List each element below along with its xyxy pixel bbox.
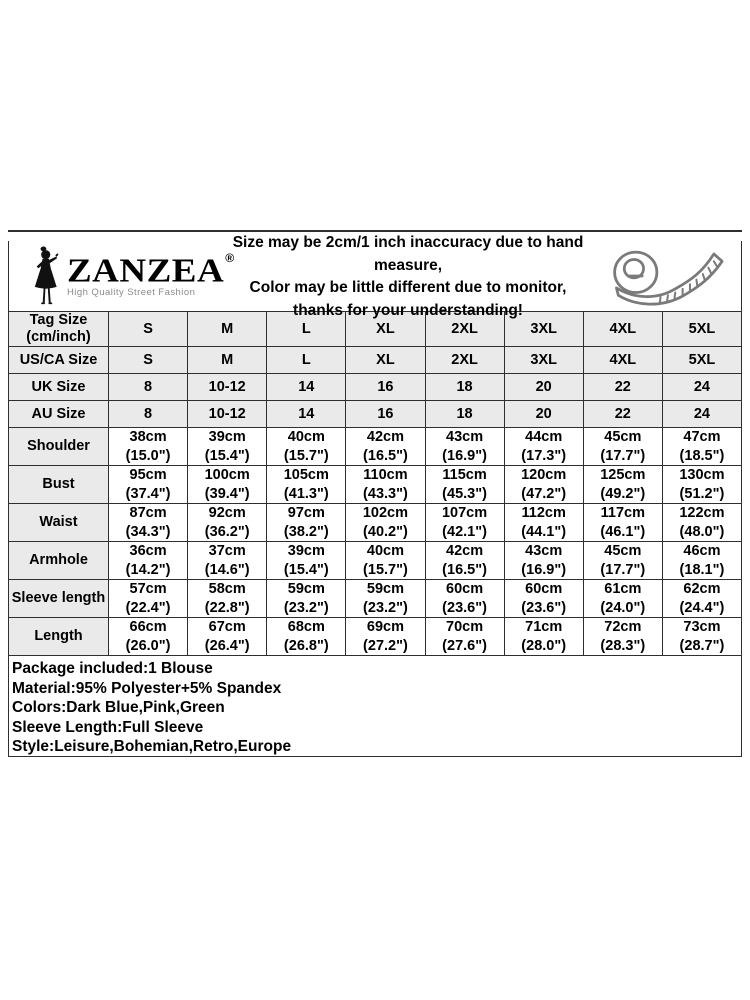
size-cell: 16 [346, 401, 425, 428]
size-cell: 130cm (51.2") [662, 466, 741, 504]
product-detail-line: Material:95% Polyester+5% Spandex [12, 679, 282, 697]
size-cell: 3XL [504, 347, 583, 374]
size-cell: L [267, 312, 346, 347]
tape-measure-icon [599, 242, 741, 310]
size-cell: 38cm (15.0") [109, 428, 188, 466]
product-detail-line: Style:Leisure,Bohemian,Retro,Europe [12, 738, 292, 755]
size-cell: 125cm (49.2") [583, 466, 662, 504]
size-cell: 39cm (15.4") [267, 542, 346, 580]
size-cell: 105cm (41.3") [267, 466, 346, 504]
size-cell: 110cm (43.3") [346, 466, 425, 504]
disclaimer [217, 230, 599, 322]
size-cell: 36cm (14.2") [109, 542, 188, 580]
size-cell: 46cm (18.1") [662, 542, 741, 580]
size-cell: 87cm (34.3") [109, 504, 188, 542]
size-cell: 70cm (27.6") [425, 618, 504, 656]
size-table-row [9, 618, 742, 656]
size-table-row [9, 466, 742, 504]
size-cell: S [109, 312, 188, 347]
size-cell: S [109, 347, 188, 374]
size-cell: 67cm (26.4") [188, 618, 267, 656]
size-cell: 122cm (48.0") [662, 504, 741, 542]
size-cell: 8 [109, 401, 188, 428]
size-cell: 60cm (23.6") [425, 580, 504, 618]
size-cell: 16 [346, 374, 425, 401]
size-cell: M [188, 347, 267, 374]
size-cell: 43cm (16.9") [504, 542, 583, 580]
size-cell: 102cm (40.2") [346, 504, 425, 542]
size-cell: 20 [504, 374, 583, 401]
size-cell: XL [346, 347, 425, 374]
size-cell: 22 [583, 401, 662, 428]
size-cell: 92cm (36.2") [188, 504, 267, 542]
size-table-row [9, 542, 742, 580]
size-cell: 69cm (27.2") [346, 618, 425, 656]
size-table-row [9, 504, 742, 542]
brand-name: ZANZEA [67, 252, 225, 290]
size-cell: 18 [425, 374, 504, 401]
size-cell: 45cm (17.7") [583, 542, 662, 580]
product-details [8, 656, 742, 757]
size-table-row [9, 374, 742, 401]
size-cell: 2XL [425, 347, 504, 374]
registered-mark: ® [225, 251, 235, 265]
size-cell: 40cm (15.7") [267, 428, 346, 466]
size-cell: 14 [267, 374, 346, 401]
product-detail-line: Package included:1 Blouse [12, 660, 213, 677]
disclaimer-line: Size may be 2cm/1 inch inaccuracy due to hand measure, [232, 234, 584, 274]
header [8, 234, 742, 319]
size-cell: 24 [662, 401, 741, 428]
sheet [8, 230, 742, 757]
row-label: Armhole [9, 542, 109, 580]
size-cell: 8 [109, 374, 188, 401]
size-cell: 97cm (38.2") [267, 504, 346, 542]
size-cell: 71cm (28.0") [504, 618, 583, 656]
product-detail-line: Colors:Dark Blue,Pink,Green [12, 699, 225, 716]
size-table-body [9, 312, 742, 656]
size-cell: 61cm (24.0") [583, 580, 662, 618]
row-label: Sleeve length [9, 580, 109, 618]
size-cell: 120cm (47.2") [504, 466, 583, 504]
product-detail-line: Sleeve Length:Full Sleeve [12, 718, 204, 736]
row-label: Shoulder [9, 428, 109, 466]
size-cell: 3XL [504, 312, 583, 347]
brand-logo-text [67, 251, 235, 298]
size-chart-table [8, 311, 742, 656]
row-label: AU Size [9, 401, 109, 428]
size-cell: 95cm (37.4") [109, 466, 188, 504]
size-table-row [9, 428, 742, 466]
size-cell: 40cm (15.7") [346, 542, 425, 580]
size-cell: 45cm (17.7") [583, 428, 662, 466]
row-label: Tag Size (cm/inch) [9, 312, 109, 347]
size-cell: 59cm (23.2") [346, 580, 425, 618]
size-table-row [9, 401, 742, 428]
size-cell: 5XL [662, 312, 741, 347]
size-cell: 72cm (28.3") [583, 618, 662, 656]
brand-logo [9, 246, 235, 306]
size-cell: 42cm (16.5") [425, 542, 504, 580]
size-cell: 10-12 [188, 374, 267, 401]
size-cell: 59cm (23.2") [267, 580, 346, 618]
size-cell: 18 [425, 401, 504, 428]
size-cell: 73cm (28.7") [662, 618, 741, 656]
size-cell: 66cm (26.0") [109, 618, 188, 656]
size-cell: 4XL [583, 312, 662, 347]
size-cell: 5XL [662, 347, 741, 374]
size-cell: 115cm (45.3") [425, 466, 504, 504]
row-label: Waist [9, 504, 109, 542]
size-cell: 68cm (26.8") [267, 618, 346, 656]
size-cell: 4XL [583, 347, 662, 374]
size-cell: 58cm (22.8") [188, 580, 267, 618]
disclaimer-line: Color may be little different due to monitor, [249, 279, 567, 296]
size-cell: 47cm (18.5") [662, 428, 741, 466]
size-cell: 39cm (15.4") [188, 428, 267, 466]
size-table-row [9, 347, 742, 374]
size-cell: 60cm (23.6") [504, 580, 583, 618]
size-cell: 10-12 [188, 401, 267, 428]
size-cell: 43cm (16.9") [425, 428, 504, 466]
size-cell: 14 [267, 401, 346, 428]
size-cell: XL [346, 312, 425, 347]
size-cell: 24 [662, 374, 741, 401]
size-cell: 22 [583, 374, 662, 401]
size-cell: 37cm (14.6") [188, 542, 267, 580]
size-cell: 44cm (17.3") [504, 428, 583, 466]
size-cell: M [188, 312, 267, 347]
brand-tagline: High Quality Street Fashion [67, 287, 196, 298]
row-label: US/CA Size [9, 347, 109, 374]
size-cell: 57cm (22.4") [109, 580, 188, 618]
row-label: Bust [9, 466, 109, 504]
size-cell: 112cm (44.1") [504, 504, 583, 542]
woman-silhouette-icon [31, 246, 65, 306]
size-table-row [9, 580, 742, 618]
size-cell: 100cm (39.4") [188, 466, 267, 504]
size-cell: 2XL [425, 312, 504, 347]
size-cell: 20 [504, 401, 583, 428]
row-label: Length [9, 618, 109, 656]
size-cell: 117cm (46.1") [583, 504, 662, 542]
disclaimer-line: thanks for your understanding! [293, 301, 523, 319]
size-cell: 42cm (16.5") [346, 428, 425, 466]
size-cell: L [267, 347, 346, 374]
size-cell: 107cm (42.1") [425, 504, 504, 542]
size-cell: 62cm (24.4") [662, 580, 741, 618]
row-label: UK Size [9, 374, 109, 401]
